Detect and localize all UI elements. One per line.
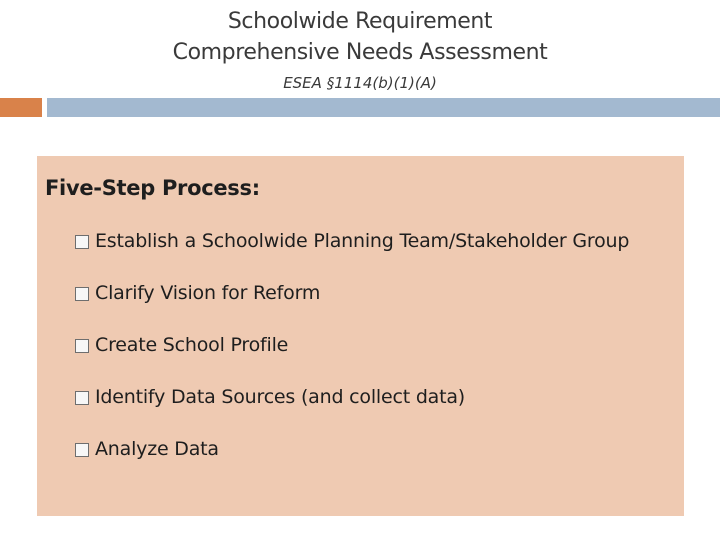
header-divider-bar <box>47 98 720 117</box>
box-bullet-icon <box>75 287 89 301</box>
list-item <box>37 382 655 412</box>
step-text: Create School Profile <box>95 334 289 356</box>
box-bullet-icon <box>75 443 89 457</box>
slide-title-block <box>0 6 720 94</box>
process-step-list <box>37 226 684 486</box>
list-item <box>37 434 655 464</box>
step-text: Establish a Schoolwide Planning Team/Stakeholder Group <box>95 230 630 252</box>
process-heading: Five-Step Process: <box>45 176 260 200</box>
header-accent-bar <box>0 98 42 117</box>
box-bullet-icon <box>75 339 89 353</box>
slide-title-line-1: Schoolwide Requirement <box>227 9 493 34</box>
list-item <box>37 278 655 308</box>
step-text: Clarify Vision for Reform <box>95 282 321 304</box>
list-item <box>37 330 655 360</box>
slide-subtitle-citation: ESEA §1114(b)(1)(A) <box>283 74 437 92</box>
box-bullet-icon <box>75 235 89 249</box>
list-item <box>37 226 655 256</box>
step-text: Analyze Data <box>95 438 219 460</box>
step-text: Identify Data Sources (and collect data) <box>95 386 466 408</box>
process-content-box <box>37 156 684 516</box>
slide-title-line-2: Comprehensive Needs Assessment <box>172 40 548 65</box>
box-bullet-icon <box>75 391 89 405</box>
